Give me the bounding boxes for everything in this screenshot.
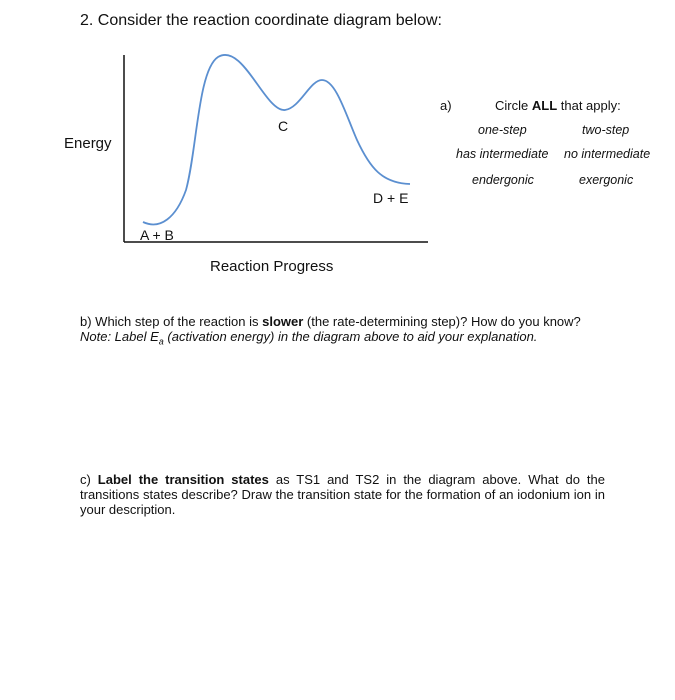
products-label: D + E: [373, 190, 409, 206]
option-two-step[interactable]: two-step: [582, 123, 630, 137]
question-title: 2. Consider the reaction coordinate diagram below:: [80, 12, 442, 29]
option-exergonic[interactable]: exergonic: [579, 173, 634, 187]
part-b-note: Note: Label $E_a$ (activation energy) in the diagram above to aid your explanation.: [80, 329, 538, 347]
reactants-label: A + B: [140, 227, 174, 243]
part-a-instruction: Circle ALL that apply:: [495, 98, 621, 113]
energy-curve: [143, 55, 410, 225]
intermediate-label: C: [278, 118, 289, 134]
option-no-intermediate[interactable]: no intermediate: [564, 147, 651, 161]
reaction-progress-axis-label: Reaction Progress: [210, 258, 334, 275]
energy-axis-label: Energy: [64, 135, 112, 152]
part-c-question: c) Label the transition states as TS1 and TS2 in the diagram above. What do the transitions states describe? Draw the transition state for the formation of an iodonium ion in your description.: [80, 472, 605, 517]
option-endergonic[interactable]: endergonic: [472, 173, 534, 187]
part-b-question: b) Which step of the reaction is slower (the rate-determining step)? How do you know? Note: Label $E_a$ (activation energy) in the diagram above to aid your explanation.: [80, 314, 581, 347]
option-has-intermediate[interactable]: has intermediate: [456, 147, 549, 161]
option-one-step[interactable]: one-step: [478, 123, 527, 137]
part-a-letter: a): [440, 98, 452, 113]
